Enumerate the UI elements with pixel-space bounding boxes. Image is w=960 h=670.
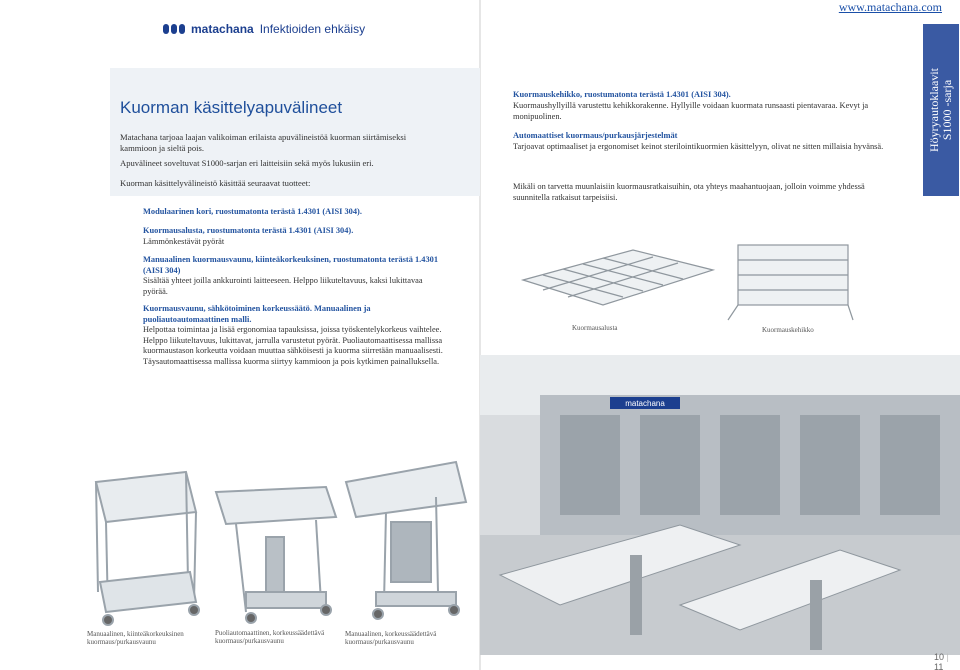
right-block-heading: Automaattiset kuormaus/purkausjärjestelmät: [513, 131, 678, 140]
brand-subtitle: Infektioiden ehkäisy: [259, 22, 366, 36]
page-numbers: [934, 652, 960, 670]
right-block: [513, 90, 893, 123]
brand-name: matachana: [191, 22, 254, 36]
product-item: [143, 226, 443, 247]
side-tab-line2: S1000 -sarja: [940, 79, 954, 141]
trolley-photo: [86, 442, 471, 632]
product-heading: Modulaarinen kori, ruostumatonta terästä 1.4301 (AISI 304).: [143, 207, 362, 216]
right-block: [513, 131, 893, 153]
side-tab-line1: Höyryautoklaavit: [926, 68, 941, 152]
caption-loading-tray: Kuormausalusta: [572, 324, 618, 332]
page-title: Kuorman käsittelyapuvälineet: [120, 98, 343, 117]
brand-logo-icon: [163, 24, 185, 34]
page-number-left: 10: [934, 652, 945, 662]
product-text: Lämmönkestävät pyörät: [143, 236, 225, 246]
caption-loading-rack: Kuormauskehikko: [762, 326, 814, 334]
right-block-text: Mikäli on tarvetta muunlaisiin kuormausratkaisuihin, ota yhteys maahantuojaan, jolloin voimme yhdessä suunnitella ratkaisut tarpeisiisi.: [513, 182, 865, 202]
caption-manual-fixed: Manuaalinen, kiinteäkorkeuksinen kuormaus/purkausvaunu: [87, 630, 184, 647]
product-text: Sisältää yhteet joilla ankkurointi laitteeseen. Helppo liikuteltavuus, kaksi lukittavaa pyörää.: [143, 276, 423, 296]
intro-paragraph: Matachana tarjoaa laajan valikoiman erilaista apuvälineistöä kuorman siirtämiseksi kammioon ja sieltä pois.: [120, 132, 407, 154]
product-heading: Kuormausvaunu, sähkötoiminen korkeussäätö. Manuaalinen ja puoliautoautomaattinen malli.: [143, 304, 371, 324]
ward-brand-label: matachana: [625, 399, 665, 408]
page-number-separator: |: [946, 652, 949, 662]
right-block-text: Kuormaushyllyillä varustettu kehikkorakenne. Hyllyille voidaan kuormata runsaasti pientavaraa. Kevyt ja monipuolinen.: [513, 100, 869, 121]
product-heading: Kuormausalusta, ruostumatonta terästä 1.4301 (AISI 304).: [143, 226, 354, 235]
product-heading: Manuaalinen kuormausvaunu, kiinteäkorkeuksinen, ruostumatonta terästä 1.4301 (AISI 304): [143, 255, 439, 275]
right-block-text: Tarjoavat optimaaliset ja ergonomiset keinot sterilointikuormien käsittelyyn, olivat ne sitten millaisia hyvänsä.: [513, 141, 884, 151]
right-block: [513, 182, 893, 204]
caption-semi-auto: Puoliautomaattinen, korkeussäädettävä kuormaus/purkausvaunu: [215, 629, 325, 646]
product-text: Helpottaa toimintaa ja lisää ergonomiaa tapauksissa, joissa työskentelykorkeus vaihtelee. Helppo liikuteltavuus, lukittavat, jarrulla varustetut pyörät. Puoliautomaattisessa mallissa kuormaustason korkeutta voidaan muuttaa sähköisesti ja kuorma siirretään manuaalisesti. Täysautomaattisessa mallissa kuorma siirtyy kammioon ja pois kytkimen painalluksella.: [143, 325, 443, 366]
sterilization-room-photo: [480, 355, 960, 655]
caption-manual-adjustable: Manuaalinen, korkeussäädettävä kuormaus/purkausvaunu: [345, 630, 437, 647]
product-item: [143, 304, 443, 367]
series-side-tab: [923, 24, 959, 196]
page-number-right: 11: [934, 662, 944, 670]
product-item: [143, 255, 443, 297]
brand-header: [163, 22, 365, 36]
website-link[interactable]: www.matachana.com: [838, 0, 942, 14]
basket-photo: [513, 235, 855, 325]
products-lead: Kuorman käsittelyvälineistö käsittää seuraavat tuotteet:: [120, 178, 311, 188]
right-block-heading: Kuormauskehikko, ruostumatonta terästä 1.4301 (AISI 304).: [513, 90, 731, 99]
side-tab-label: [928, 68, 954, 152]
intro-paragraph-2: Apuvälineet soveltuvat S1000-sarjan eri laitteisiin sekä myös lukusiin eri.: [120, 158, 374, 168]
product-item: [143, 207, 443, 218]
